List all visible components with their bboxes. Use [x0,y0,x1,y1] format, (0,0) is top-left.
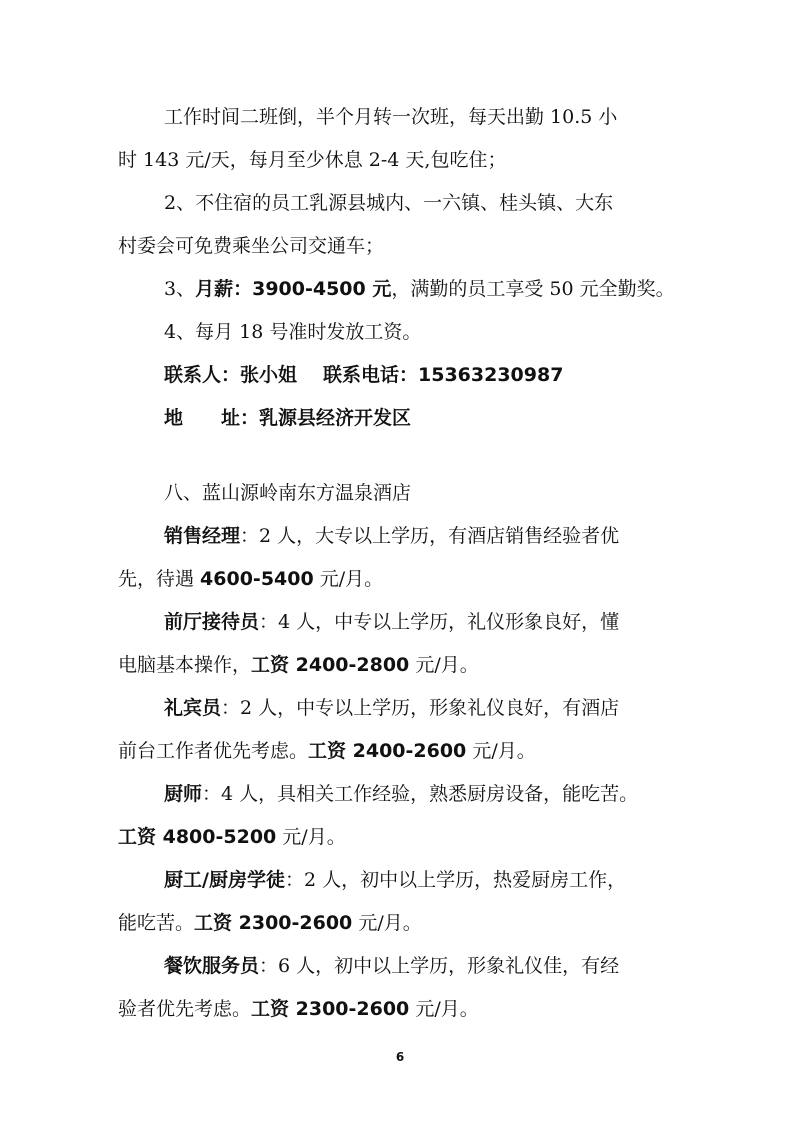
job-salary-unit: 元/月。 [276,826,346,848]
job-line-2 [118,644,688,687]
job-salary-unit: 元/月。 [313,568,384,590]
job-salary: 4600-5400 [200,568,314,590]
job-desc-cont: 能吃苦。 [118,912,195,934]
job-line-1 [118,601,688,644]
job-desc: ：2 人，初中以上学历，热爱厨房工作， [284,869,627,891]
job-desc: ：2 人，大专以上学历，有酒店销售经验者优 [240,525,620,547]
job-line-1 [118,773,688,816]
paragraph-3 [118,268,688,311]
job-salary: 工资 2400-2600 [308,740,467,762]
paragraph-1-line-1: 工作时间二班倒，半个月转一次班，每天出勤 10.5 小 [164,106,618,128]
job-title: 礼宾员 [164,697,222,719]
job-line-1 [118,687,688,730]
job-desc-cont: 前台工作者优先考虑。 [118,740,309,762]
job-desc-cont: 先，待遇 [118,568,201,590]
job-salary-unit: 元/月。 [352,912,422,934]
job-title: 餐饮服务员 [164,955,260,977]
paragraph-4: 4、每月 18 号准时发放工资。 [164,321,422,343]
job-desc-cont: 验者优先考虑。 [118,998,252,1020]
page-number: 6 [395,1050,405,1064]
job-line-2 [118,730,688,773]
p3-rest: ，满勤的员工享受 50 元全勤奖。 [391,278,675,300]
section-8-hotel [118,472,688,1031]
job-desc: ：4 人，中专以上学历，礼仪形象良好，懂 [259,611,620,633]
job-desc: ：2 人，中专以上学历，形象礼仪良好，有酒店 [221,697,620,719]
paragraph-2-line-1: 2、不住宿的员工乳源县城内、一六镇、桂头镇、大东 [164,192,614,214]
job-line-1 [118,859,688,902]
p3-prefix: 3、 [164,278,196,300]
job-desc: ：4 人，具相关工作经验，熟悉厨房设备，能吃苦。 [202,783,639,805]
job-title: 前厅接待员 [164,611,260,633]
job-title: 厨师 [164,783,203,805]
job-line-2 [118,816,688,859]
job-line-1 [118,945,688,988]
job-title: 厨工/厨房学徒 [164,869,285,891]
paragraph-2-line-2: 村委会可免费乘坐公司交通车； [118,235,385,257]
job-salary: 工资 4800-5200 [118,826,277,848]
job-salary: 工资 2300-2600 [251,998,410,1020]
job-salary-unit: 元/月。 [409,654,479,676]
job-title: 销售经理 [164,525,241,547]
job-line-2 [118,988,688,1031]
monthly-salary-label: 月薪：3900-4500 元 [195,278,392,300]
paragraph-1-line-2: 时 143 元/天，每月至少休息 2-4 天,包吃住； [118,149,507,171]
contact-person: 联系人：张小姐 [164,364,298,386]
job-salary-unit: 元/月。 [466,740,536,762]
job-desc: ：6 人，初中以上学历，形象礼仪佳，有经 [259,955,620,977]
address-text: 址：乳源县经济开发区 [221,407,412,429]
job-line-1 [118,515,688,558]
section-8-title: 八、蓝山源岭南东方温泉酒店 [164,482,412,504]
address-char-1: 地 [164,407,184,429]
job-salary-unit: 元/月。 [409,998,479,1020]
job-salary: 工资 2300-2600 [194,912,353,934]
job-line-2 [118,558,688,601]
address-line [118,397,688,440]
job-desc-cont: 电脑基本操作， [118,654,252,676]
job-salary: 工资 2400-2800 [251,654,410,676]
contact-phone: 联系电话：15363230987 [323,364,564,386]
job-line-2 [118,902,688,945]
contact-line [118,354,688,397]
section-7-benefits [118,96,688,440]
